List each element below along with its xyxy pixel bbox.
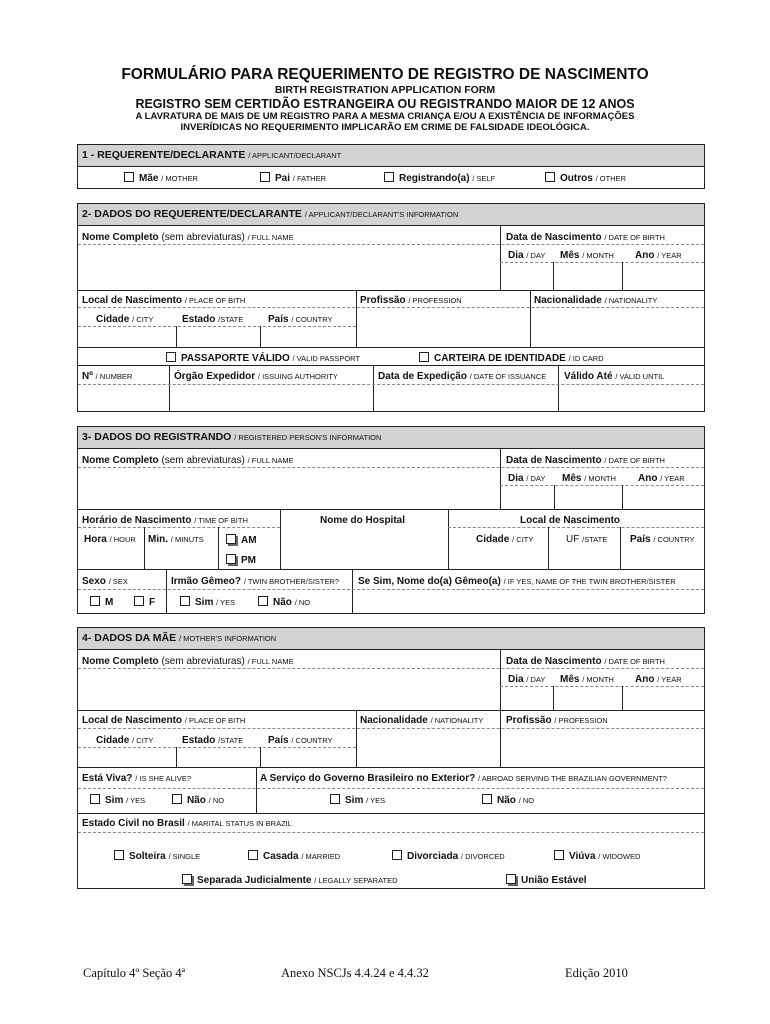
form-subtitle: BIRTH REGISTRATION APPLICATION FORM	[274, 84, 496, 96]
checkbox-service-no[interactable]: Não / NO	[482, 794, 534, 806]
section-applicant	[77, 144, 705, 189]
section-registered-person	[77, 426, 705, 614]
checkbox-valid-passport[interactable]: PASSAPORTE VÁLIDO / VALID PASSPORT	[166, 352, 360, 364]
section-mother-info	[77, 627, 705, 889]
label-state: Estado /STATE	[182, 314, 244, 325]
checkbox-pm[interactable]: PM	[226, 554, 256, 566]
checkbox-self[interactable]: Registrando(a) / SELF	[384, 172, 495, 184]
label-nationality: Nacionalidade / NATIONALITY	[534, 295, 658, 306]
label-day: Dia / DAY	[508, 473, 546, 484]
checkbox-twin-yes[interactable]: Sim / YES	[180, 596, 235, 608]
checkbox-twin-no[interactable]: Não / NO	[258, 596, 310, 608]
label-country: País / COUNTRY	[268, 314, 333, 325]
checkbox-married[interactable]: Casada / MARRIED	[248, 850, 340, 862]
label-month: Mês / MONTH	[560, 674, 614, 685]
checkbox-sex-f[interactable]: F	[134, 596, 155, 608]
label-place-of-birth: Local de Nascimento	[520, 515, 621, 526]
footer-chapter: Capítulo 4º Seção 4ª	[83, 966, 186, 980]
checkbox-am[interactable]: AM	[226, 534, 257, 546]
checkbox-mother[interactable]: Mãe / MOTHER	[124, 172, 198, 184]
label-place-of-birth: Local de Nascimento / PLACE OF BITH	[82, 295, 246, 306]
label-nationality: Nacionalidade / NATIONALITY	[360, 715, 484, 726]
label-twin-name: Se Sim, Nome do(a) Gêmeo(a) / IF YES, NAME OF THE TWIN BROTHER/SISTER	[358, 576, 676, 587]
label-year: Ano / YEAR	[638, 473, 685, 484]
label-profession: Profissão / PROFESSION	[360, 295, 462, 306]
label-country: País / COUNTRY	[268, 735, 333, 746]
checkbox-service-yes[interactable]: Sim / YES	[330, 794, 385, 806]
form-subtitle-2: REGISTRO SEM CERTIDÃO ESTRANGEIRA OU REGISTRANDO MAIOR DE 12 ANOS	[135, 97, 635, 111]
label-month: Mês / MONTH	[562, 473, 616, 484]
label-city: Cidade / CITY	[476, 534, 534, 545]
checkbox-single[interactable]: Solteira / SINGLE	[114, 850, 200, 862]
section-header: 2- DADOS DO REQUERENTE/DECLARANTE / APPLICANT/DECLARANT'S INFORMATION	[78, 204, 704, 226]
footer-edition: Edição 2010	[565, 966, 628, 980]
checkbox-id-card[interactable]: CARTEIRA DE IDENTIDADE / ID CARD	[419, 352, 604, 364]
label-full-name: Nome Completo (sem abreviaturas) / FULL NAME	[82, 455, 294, 466]
label-sex: Sexo / SEX	[82, 576, 128, 587]
label-city: Cidade / CITY	[96, 735, 154, 746]
label-date-of-issuance: Data de Expedição / DATE OF ISSUANCE	[378, 371, 547, 382]
checkbox-sex-m[interactable]: M	[90, 596, 113, 608]
label-full-name: Nome Completo (sem abreviaturas) / FULL NAME	[82, 656, 294, 667]
label-day: Dia / DAY	[508, 674, 546, 685]
checkbox-divorced[interactable]: Divorciada / DIVORCED	[392, 850, 505, 862]
checkbox-alive-yes[interactable]: Sim / YES	[90, 794, 145, 806]
label-is-alive: Está Viva? / IS SHE ALIVE?	[82, 773, 192, 784]
label-year: Ano / YEAR	[635, 674, 682, 685]
label-month: Mês / MONTH	[560, 250, 614, 261]
footer-annex: Anexo NSCJs 4.4.24 e 4.4.32	[281, 966, 429, 980]
section-header: 3- DADOS DO REGISTRANDO / REGISTERED PERSON'S INFORMATION	[78, 427, 704, 449]
label-time-of-birth: Horário de Nascimento / TIME OF BITH	[82, 515, 248, 526]
label-place-of-birth: Local de Nascimento / PLACE OF BITH	[82, 715, 246, 726]
warning-line-1: A LAVRATURA DE MAIS DE UM REGISTRO PARA A MESMA CRIANÇA E/OU A EXISTÊNCIA DE INFORMAÇÕES	[135, 111, 635, 122]
section-header: 1 - REQUERENTE/DECLARANTE / APPLICANT/DECLARANT	[78, 145, 704, 167]
checkbox-other[interactable]: Outros / OTHER	[545, 172, 626, 184]
label-city: Cidade / CITY	[96, 314, 154, 325]
label-full-name: Nome Completo (sem abreviaturas) / FULL NAME	[82, 232, 294, 243]
label-issuing-authority: Órgão Expedidor / ISSUING AUTHORITY	[174, 371, 338, 382]
label-government-service: A Serviço do Governo Brasileiro no Exterior? / ABROAD SERVING THE BRAZILIAN GOVERNMENT?	[260, 773, 667, 784]
checkbox-father[interactable]: Pai / FATHER	[260, 172, 326, 184]
label-state: Estado /STATE	[182, 735, 244, 746]
checkbox-widowed[interactable]: Viúva / WIDOWED	[554, 850, 640, 862]
label-profession: Profissão / PROFESSION	[506, 715, 608, 726]
section-header: 4- DADOS DA MÃE / MOTHER'S INFORMATION	[78, 628, 704, 650]
label-uf: UF /STATE	[566, 534, 608, 545]
label-twin: Irmão Gêmeo? / TWIN BROTHER/SISTER?	[171, 576, 340, 587]
label-valid-until: Válido Até / VALID UNTIL	[564, 371, 665, 382]
warning-line-2: INVERÍDICAS NO REQUERIMENTO IMPLICARÃO EM CRIME DE FALSIDADE IDEOLÓGICA.	[180, 122, 590, 133]
label-hour: Hora / HOUR	[84, 534, 136, 545]
label-country: País / COUNTRY	[630, 534, 695, 545]
label-year: Ano / YEAR	[635, 250, 682, 261]
label-date-of-birth: Data de Nascimento / DATE OF BIRTH	[506, 232, 665, 243]
label-marital-status: Estado Civil no Brasil / MARITAL STATUS IN BRAZIL	[82, 818, 292, 829]
form-title: FORMULÁRIO PARA REQUERIMENTO DE REGISTRO DE NASCIMENTO	[121, 66, 649, 83]
label-date-of-birth: Data de Nascimento / DATE OF BIRTH	[506, 656, 665, 667]
label-minutes: Min. / MINUTS	[148, 534, 204, 545]
label-number: Nº / NUMBER	[82, 371, 133, 382]
section-applicant-info	[77, 203, 705, 412]
checkbox-stable-union[interactable]: União Estável	[506, 874, 587, 886]
label-day: Dia / DAY	[508, 250, 546, 261]
checkbox-alive-no[interactable]: Não / NO	[172, 794, 224, 806]
checkbox-legally-separated[interactable]: Separada Judicialmente / LEGALLY SEPARATED	[182, 874, 398, 886]
label-hospital-name: Nome do Hospital	[320, 515, 406, 526]
label-date-of-birth: Data de Nascimento / DATE OF BIRTH	[506, 455, 665, 466]
